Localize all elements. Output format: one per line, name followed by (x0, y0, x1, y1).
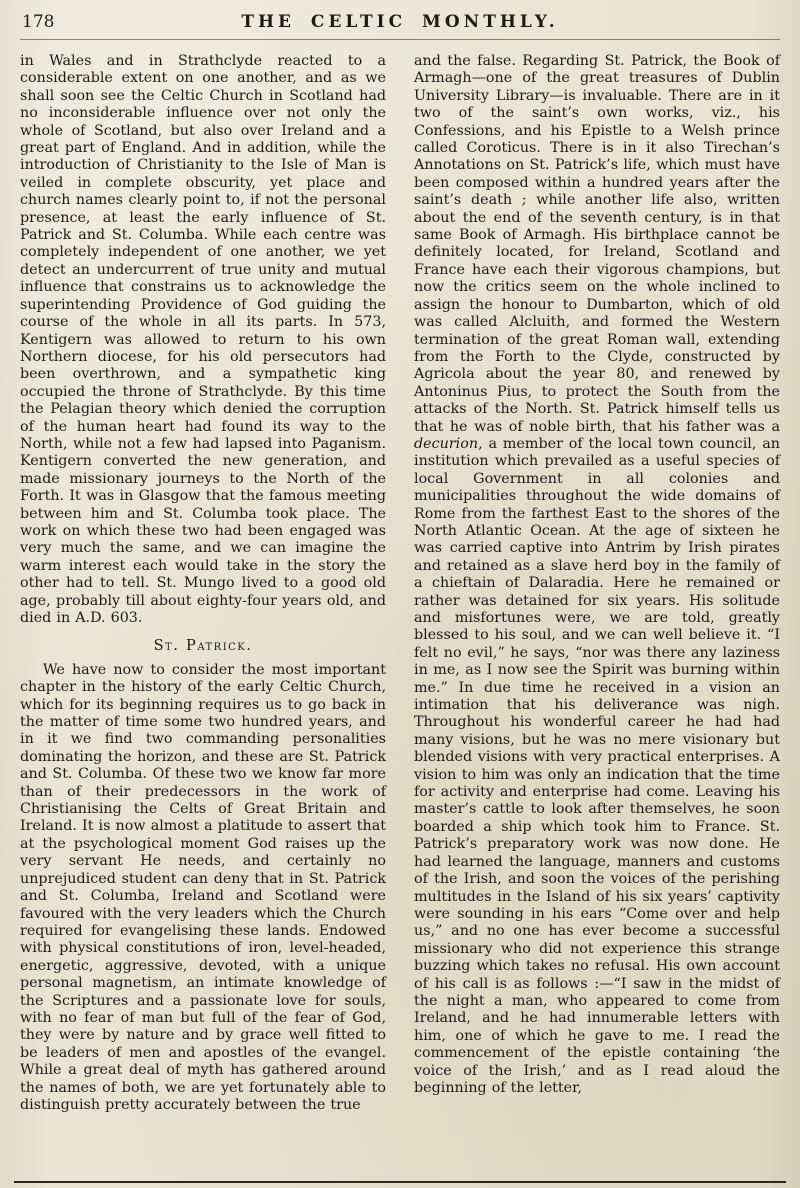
paragraph-continuation (414, 53, 780, 1097)
paragraph-continuation: in Wales and in Strathclyde reacted to a considerable extent on one another, and as we shall soon see the Celtic Church in Scotland had no inconsiderable influence over not only the whole of Scotland, but also over Ireland and a great part of England. And in addition, while the introduction of Christianity to the Isle of Man is veiled in complete obscurity, yet place and church names clearly point to, if not the personal presence, at least the early influence of St. Patrick and St. Columba. While each centre was completely independent of one another, we yet detect an undercurrent of true unity and mutual influence that constrains us to acknowledge the superintending Providence of God guiding the course of the whole in all its parts. In 573, Kentigern was allowed to return to his own Northern diocese, for his old persecutors had been overthrown, and a sympathetic king occupied the throne of Strathclyde. By this time the Pelagian theory which denied the corruption of the human heart had found its way to the North, while not a few had lapsed into Paganism. Kentigern converted the new generation, and made missionary journeys to the North of the Forth. It was in Glasgow that the famous meeting between him and St. Columba took place. The work on which these two had been engaged was very much the same, and we can imagine the warm interest each would take in the story the other had to tell. St. Mungo lived to a good old age, probably till about eighty-four years old, and died in A.D. 603. (20, 53, 386, 626)
paragraph-text: and the false. Regarding St. Patrick, the Book of Armagh—one of the great treasures of Dublin University Library—is invaluable. There are in it two of the saint’s own works, viz., his Confessions, and his Epistle to a Welsh prince called Coroticus. There is in it also Tirechan’s Annotations on St. Patrick’s life, which must have been composed within a hundred years after the saint’s death ; while another life also, written about the end of the seventh century, is in that same Book of Armagh. His birthplace cannot be definitely located, for Ireland, Scotland and France have each their vigorous champions, but now the critics seem on the whole inclined to assign the honour to Dumbarton, which of old was called Alcluith, and formed the Western termination of the great Roman wall, extending from the Forth to the Clyde, constructed by Agricola about the year 80, and renewed by Antoninus Pius, to protect the South from the attacks of the North. St. Patrick himself tells us that he was of noble birth, that his father was a (414, 53, 780, 435)
left-column (20, 53, 386, 1114)
right-column (414, 53, 780, 1114)
bottom-rule (14, 1181, 786, 1183)
paragraph: We have now to consider the most important chapter in the history of the early Celtic Church, which for its beginning requires us to go back in the matter of time some two hundred years, and in it we find two commanding personalities dominating the horizon, and these are St. Patrick and St. Columba. Of these two we know far more than of their predecessors in the work of Christianising the Celts of Great Britain and Ireland. It is now almost a platitude to assert that at the psychological moment God raises up the very servant He needs, and certainly no unprejudiced student can deny that in St. Patrick and St. Columba, Ireland and Scotland were favoured with the very leaders which the Church required for evangelising these lands. Endowed with physical constitutions of iron, level-headed, energetic, aggressive, devoted, with a unique personal magnetism, an intimate knowledge of the Scriptures and a passionate love for souls, with no fear of man but full of the fear of God, they were by nature and by grace well fitted to be leaders of men and apostles of the evangel. While a great deal of myth has gathered around the names of both, we are yet fortunately able to distinguish pretty accurately between the true (20, 661, 386, 1113)
journal-title: THE CELTIC MONTHLY. (241, 12, 559, 32)
header-rule (20, 39, 780, 40)
paragraph-text: , a member of the local town council, an institution which prevailed as a useful species of local Government in all colonies and municipalities throughout the wide domains of Rome from the farthest East to the shores of the North Atlantic Ocean. At the age of sixteen he was carried captive into Antrim by Irish pirates and retained as a slave herd boy in the family of a chieftain of Dalaradia. Here he remained or rather was detained for six years. His solitude and misfortunes were, we are told, greatly blessed to his soul, and we can well believe it. “I felt no evil,” he says, “nor was there any laziness in me, as I now see the Spirit was burning within me.” In due time he received in a vision an intimation that his deliverance was nigh. Throughout his wonderful career he had had many visions, but he was no mere visionary but blended visions with very practical enterprises. A vision to him was only an indication that the time for activity and enterprise had come. Leaving his master’s cattle to look after themselves, he soon boarded a ship which took him to France. St. Patrick’s preparatory work was now done. He had learned the language, manners and customs of the Irish, and soon the voices of the perishing multitudes in the Island of his six years’ captivity were sounding in his ears “Come over and help us,” and no one has ever become a successful missionary who did not experience this strange buzzing which takes no refusal. His own account of his call is as follows :—“I saw in the midst of the night a man, who appeared to come from Ireland, and he had innumerable letters with him, one of which he gave to me. I read the commencement of the epistle containing ‘the voice of the Irish,’ and as I read aloud the beginning of the letter, (414, 435, 780, 1096)
page-number: 178 (22, 12, 55, 32)
italic-term: decurion (414, 435, 479, 452)
page-body (20, 53, 780, 1114)
section-heading: St. Patrick. (153, 637, 253, 655)
page-header (20, 8, 780, 32)
